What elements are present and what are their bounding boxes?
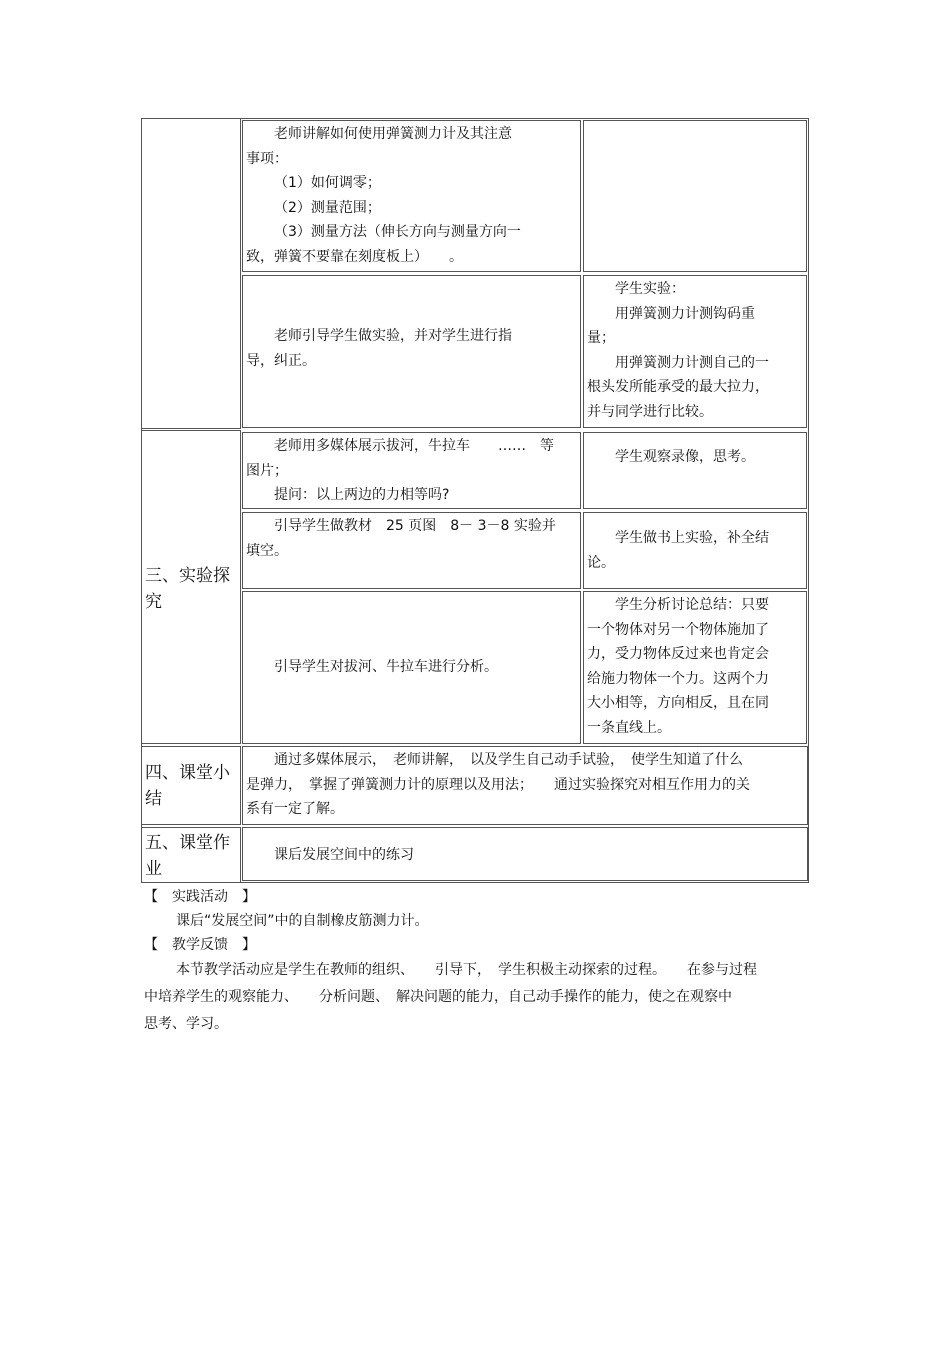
text-line: 提问：以上两边的力相等吗? (274, 487, 450, 503)
teacher-cell-analysis (242, 591, 581, 744)
practice-text: 课后“发展空间”中的自制橡皮筋测力计。 (176, 913, 429, 929)
text-line: 力，受力物体反过来也肯定会 (587, 646, 769, 662)
text-line: 大小相等，方向相反，且在同 (587, 695, 769, 711)
text-line: 导，纠正。 (246, 352, 316, 369)
text-line: 学生观察录像，思考。 (615, 449, 755, 465)
text-line: 给施力物体一个力。这两个力 (587, 670, 769, 687)
text-line: 四、课堂小 (145, 763, 230, 783)
feedback-line: 思考、学习。 (144, 1016, 228, 1032)
text-line: （2）测量范围； (274, 199, 381, 216)
text-line: 一条直线上。 (587, 719, 671, 736)
student-cell-empty (583, 120, 807, 272)
text-line: 用弹簧测力计测钩码重 (615, 305, 755, 322)
text-line: 根头发所能承受的最大拉力， (587, 379, 769, 395)
text-line: 通过多媒体展示， 老师讲解， 以及学生自己动手试验， 使学生知道了什么 (274, 752, 743, 768)
feedback-line: 本节教学活动应是学生在教师的组织、 引导下， 学生积极主动探索的过程。 在参与过程 (176, 962, 757, 978)
text-line: 事项： (246, 150, 288, 167)
text-line: 是弹力， 掌握了弹簧测力计的原理以及用法； 通过实验探究对相互作用力的关 (246, 776, 750, 793)
text-line: 结 (145, 789, 162, 809)
section-4-label (141, 746, 241, 825)
text-line: 并与同学进行比较。 (587, 403, 713, 420)
text-line: 系有一定了解。 (246, 801, 344, 817)
student-cell-textbook-experiment (583, 512, 807, 589)
text-line: 五、课堂作 (145, 833, 230, 853)
text-line: 课后发展空间中的练习 (274, 847, 414, 863)
continued-section-label-cell (141, 118, 241, 429)
text-line: 业 (145, 859, 162, 879)
feedback-line: 中培养学生的观察能力、 分析问题、 解决问题的能力，自己动手操作的能力，使之在观察中 (144, 989, 732, 1005)
teacher-cell-spring-scale-usage (242, 120, 581, 272)
text-line: 究 (145, 592, 162, 612)
text-line: 学生实验： (615, 281, 685, 297)
text-line: 用弹簧测力计测自己的一 (615, 354, 769, 371)
text-line: 老师讲解如何使用弹簧测力计及其注意 (274, 126, 512, 142)
teacher-cell-textbook-experiment (242, 512, 581, 589)
text-line: 致，弹簧不要靠在刻度板上） 。 (246, 248, 463, 265)
text-line: （3）测量方法（伸长方向与测量方向一 (274, 224, 521, 240)
text-line: （1）如何调零； (274, 175, 381, 191)
text-line: 一个物体对另一个物体施加了 (587, 621, 769, 638)
text-line: 引导学生做教材 25 页图 8－ 3－8 实验并 (274, 518, 556, 534)
practice-heading: 【 实践活动 】 (144, 889, 256, 905)
text-line: 三、实验探 (145, 566, 230, 586)
text-line: 图片； (246, 462, 288, 479)
section-4-summary-content (242, 746, 808, 825)
teacher-cell-guide-experiment (242, 275, 581, 428)
text-line: 学生分析讨论总结：只要 (615, 597, 769, 613)
text-line: 学生做书上实验，补全结 (615, 530, 769, 546)
section-3-label (141, 430, 241, 744)
student-cell-watch-video (583, 432, 807, 509)
section-5-label (141, 827, 241, 883)
feedback-heading: 【 教学反馈 】 (144, 937, 256, 953)
section-5-homework-content (242, 827, 808, 881)
text-line: 论。 (587, 554, 615, 571)
text-line: 填空。 (246, 542, 288, 559)
teacher-cell-multimedia-tug-of-war (242, 432, 581, 509)
text-line: 老师引导学生做实验，并对学生进行指 (274, 328, 512, 344)
text-line: 老师用多媒体展示拔河，牛拉车 …… 等 (274, 438, 554, 454)
student-cell-experiment (583, 275, 807, 428)
text-line: 量； (587, 330, 615, 346)
text-line: 引导学生对拔河、牛拉车进行分析。 (274, 659, 498, 675)
student-cell-analysis-summary (583, 591, 807, 744)
